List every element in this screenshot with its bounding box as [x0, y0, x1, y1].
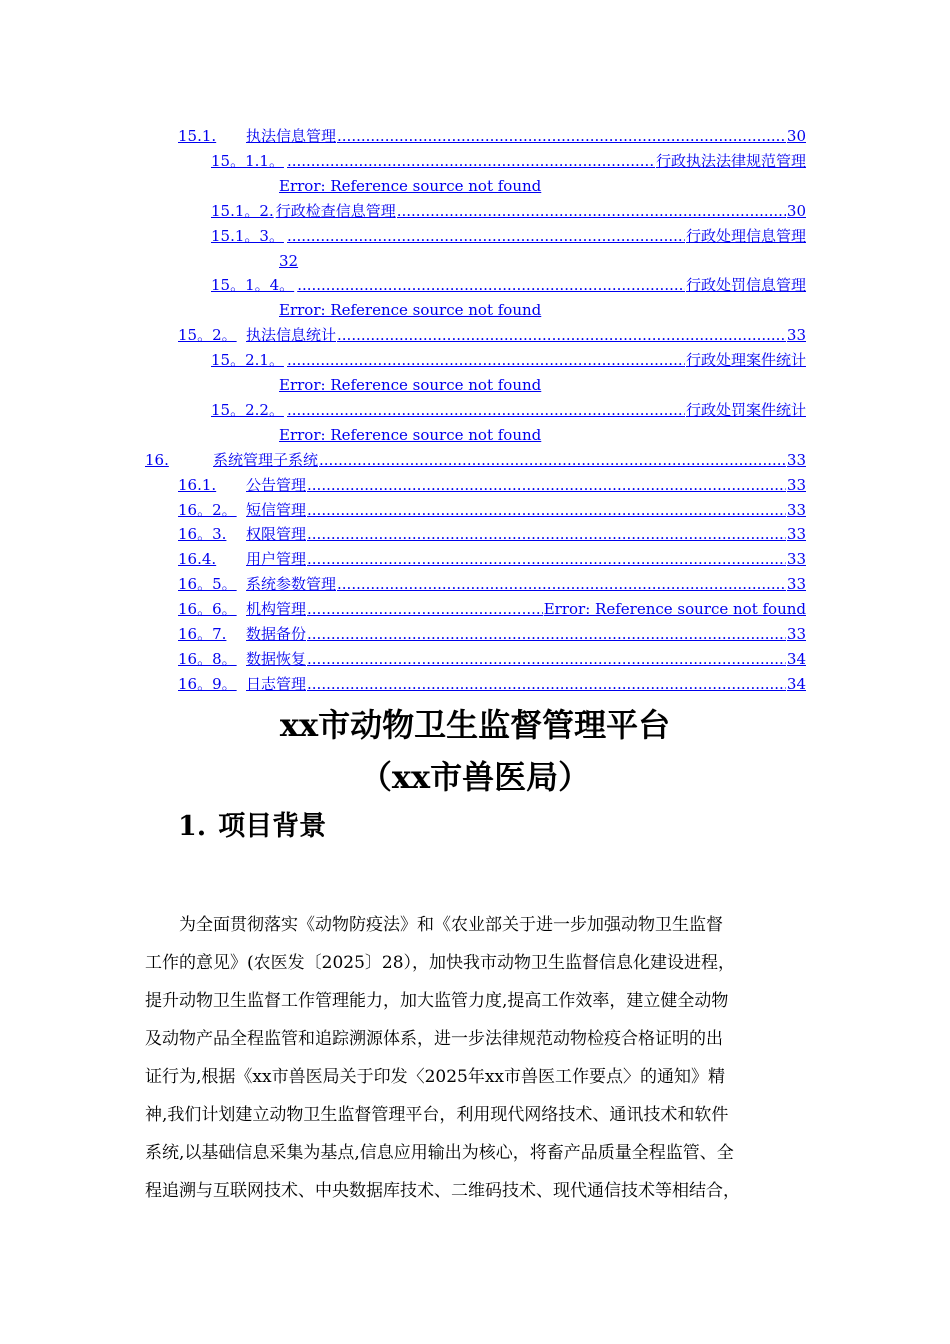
toc-entry-continuation[interactable] [211, 423, 541, 447]
document-title: xx市动物卫生监督管理平台 [279, 706, 671, 744]
toc-leader-dots [287, 348, 685, 372]
toc-leader-dots [397, 199, 786, 223]
toc-entry-continuation[interactable] [211, 298, 541, 322]
toc-entry-number: 16.4. [178, 550, 217, 569]
toc-page-number: 33 [786, 326, 806, 345]
toc-leader-dots [337, 124, 786, 148]
toc-entry-number: 15.1. [178, 127, 217, 145]
toc-entry-number: 15。2。 [178, 326, 237, 345]
toc-entry[interactable] [178, 572, 806, 596]
paragraph-line: 及动物产品全程监管和追踪溯源体系，进一步法律规范动物检疫合格证明的出 [145, 1029, 723, 1049]
toc-page-number: 33 [786, 550, 806, 569]
paragraph-line: 证行为,根据《xx市兽医局关于印发〈2025年xx市兽医工作要点〉的通知》精 [145, 1067, 726, 1087]
toc-entry[interactable] [178, 323, 806, 347]
toc-entry[interactable] [178, 597, 806, 621]
toc-entry-number: 15。2.1。 [211, 351, 284, 370]
toc-page-number: Error: Reference source not found [543, 600, 806, 619]
toc-entry-number: 15。1。4。 [211, 276, 295, 295]
toc-entry-title: 用户管理 [246, 550, 307, 569]
toc-entry-title: 执法信息管理 [246, 127, 337, 145]
toc-page-number: 34 [786, 674, 806, 693]
toc-page-number: 34 [786, 649, 806, 668]
toc-entry-number: 16。3. [178, 525, 227, 544]
toc-entry[interactable] [211, 149, 806, 173]
toc-entry-number: 16。8。 [178, 649, 237, 668]
toc-leader-dots [307, 597, 543, 621]
toc-entry-title: 行政处理案件统计 [685, 351, 806, 370]
toc-entry-number: 16。5。 [178, 575, 237, 594]
paragraph-line: 程追溯与互联网技术、中央数据库技术、二维码技术、现代通信技术等相结合， [145, 1181, 740, 1201]
section-heading [178, 804, 326, 843]
paragraph-line: 神,我们计划建立动物卫生监督管理平台，利用现代网络技术、通讯技术和软件 [145, 1105, 729, 1125]
toc-entry[interactable] [178, 522, 806, 546]
toc-entry-number: 16.1. [178, 475, 217, 494]
toc-entry-continuation[interactable] [211, 373, 541, 397]
toc-page-number: 30 [786, 201, 806, 220]
toc-entry[interactable] [178, 473, 806, 497]
toc-entry-number: 15。1.1。 [211, 151, 284, 170]
toc-leader-dots [337, 572, 786, 596]
toc-entry-title: 数据恢复 [246, 649, 307, 668]
toc-entry-number: 15。2.2。 [211, 400, 284, 419]
toc-leader-dots [319, 448, 786, 472]
toc-page-number: 32 [279, 251, 299, 270]
toc-entry-number: 16。2。 [178, 500, 237, 519]
toc-entry[interactable] [211, 199, 806, 223]
toc-entry-title: 行政执法法律规范管理 [655, 151, 806, 170]
toc-entry-title: 系统管理子系统 [213, 450, 319, 469]
toc-page-number: Error: Reference source not found [279, 176, 542, 195]
toc-leader-dots [307, 672, 786, 696]
toc-page-number: 33 [786, 575, 806, 594]
toc-leader-dots [307, 473, 786, 497]
paragraph-line: 工作的意见》(农医发〔2025〕28），加快我市动物卫生监督信息化建设进程， [145, 953, 736, 973]
toc-entry[interactable] [178, 547, 806, 571]
toc-entry-title: 行政处罚案件统计 [685, 400, 806, 419]
toc-page-number: 30 [786, 127, 806, 145]
toc-entry-continuation[interactable] [211, 249, 298, 273]
toc-entry-title: 权限管理 [246, 525, 307, 544]
toc-entry-number: 15.1。2. [211, 201, 274, 220]
document-subtitle: （xx市兽医局） [359, 758, 591, 796]
toc-leader-dots [287, 224, 685, 248]
paragraph-line: 提升动物卫生监督工作管理能力，加大监管力度,提高工作效率，建立健全动物 [145, 991, 729, 1011]
paragraph-line: 系统,以基础信息采集为基点,信息应用输出为核心，将畜产品质量全程监管、全 [145, 1143, 734, 1163]
toc-page-number: 33 [786, 500, 806, 519]
toc-entry-title: 行政检查信息管理 [275, 201, 396, 220]
section-title: 项目背景 [218, 811, 327, 842]
toc-entry-title: 日志管理 [246, 674, 307, 693]
toc-leader-dots [307, 522, 786, 546]
toc-entry-title: 系统参数管理 [246, 575, 337, 594]
toc-page-number: 33 [786, 475, 806, 494]
toc-entry-title: 数据备份 [246, 625, 307, 643]
toc-entry[interactable] [178, 647, 806, 671]
toc-entry-number: 16。9。 [178, 674, 237, 693]
toc-page-number: 33 [786, 450, 806, 469]
toc-page-number: Error: Reference source not found [279, 425, 542, 444]
toc-leader-dots [337, 323, 786, 347]
toc-entry[interactable] [178, 672, 806, 696]
toc-entry-title: 短信管理 [246, 500, 307, 519]
toc-leader-dots [307, 622, 786, 646]
toc-entry-number: 16。7. [178, 625, 227, 643]
toc-leader-dots [307, 647, 786, 671]
toc-entry[interactable] [178, 498, 806, 522]
toc-entry[interactable] [211, 273, 806, 297]
paragraph-line: 为全面贯彻落实《动物防疫法》和《农业部关于进一步加强动物卫生监督 [179, 915, 723, 935]
section-number: 1. [178, 811, 207, 842]
toc-entry-number: 15.1。3。 [211, 226, 284, 245]
toc-entry-title: 机构管理 [246, 600, 307, 619]
toc-page-number: 33 [786, 525, 806, 544]
toc-entry-title: 公告管理 [246, 475, 307, 494]
toc-leader-dots [307, 547, 786, 571]
toc-entry[interactable] [145, 448, 806, 472]
toc-page-number: Error: Reference source not found [279, 376, 542, 394]
toc-entry-title: 执法信息统计 [246, 326, 337, 345]
toc-entry-title: 行政处理信息管理 [685, 226, 806, 245]
toc-page-number: Error: Reference source not found [279, 301, 542, 320]
toc-entry-continuation[interactable] [211, 174, 541, 198]
toc-entry-number: 16. [145, 450, 169, 469]
toc-entry[interactable] [211, 398, 806, 422]
toc-entry[interactable] [178, 622, 806, 646]
toc-entry-number: 16。6。 [178, 600, 237, 619]
toc-leader-dots [307, 498, 786, 522]
toc-leader-dots [287, 149, 655, 173]
toc-entry-title: 行政处罚信息管理 [685, 276, 806, 295]
toc-leader-dots [287, 398, 685, 422]
body-paragraph [145, 906, 807, 1210]
toc-page-number: 33 [786, 625, 806, 643]
toc-entry[interactable] [178, 124, 806, 148]
toc-entry[interactable] [211, 348, 806, 372]
toc-entry[interactable] [211, 224, 806, 248]
toc-leader-dots [297, 273, 685, 297]
